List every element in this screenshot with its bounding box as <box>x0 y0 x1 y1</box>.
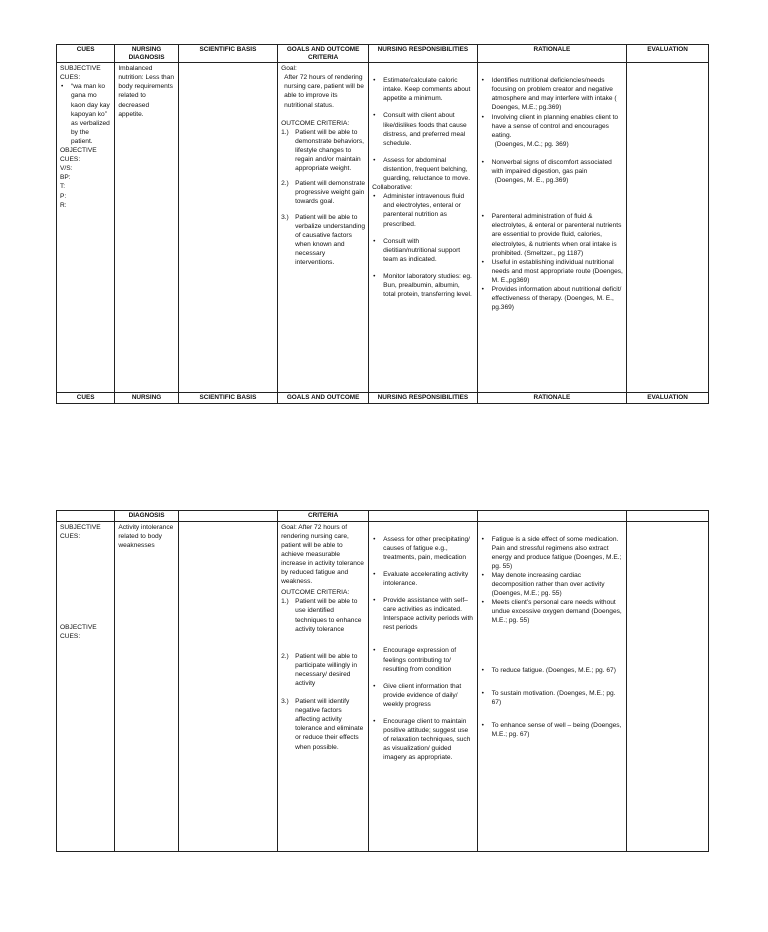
diagnosis-cell <box>115 63 178 393</box>
footer-nursing: NURSING <box>115 393 178 404</box>
rationale-item: • May denote increasing cardiac decomposition rather than over activity (Doenges, M.E.; pg. 55) <box>492 571 623 598</box>
header-row <box>57 45 709 63</box>
cues-cell <box>57 521 115 851</box>
rationale-item: • To enhance sense of well – being (Doenges, M.E.; pg. 67) <box>492 721 623 739</box>
rationale-item: • Useful in establishing individual nutritional needs and most appropriate route (Doenges, M. E.,pg369) <box>492 258 623 285</box>
rationale-list <box>481 158 623 176</box>
rationale-item: • To sustain motivation. (Doenges, M.E.; pg. 67) <box>492 689 623 707</box>
footer-evaluation: EVALUATION <box>627 393 709 404</box>
collaborative-item: • Administer intravenous fluid and electrolytes, enteral or parenteral nutrition as prescribed. <box>383 192 473 228</box>
nursing-diagnosis-text: Activity intolerance related to body weaknesses <box>118 523 174 549</box>
outcome-item: 2.) Patient will demonstrate progressive weight gain towards goal. <box>281 180 366 206</box>
rationale-reference: (Doenges, M. E., pg.369) <box>494 177 569 185</box>
rationale-item: • Fatigue is a side effect of some medication. Pain and stressful regimens also extract energy and produce fatigue (Doenges, M.E.; pg. 55) <box>492 535 623 571</box>
rationale-reference: (Doenges, M.C.; pg. 369) <box>494 140 569 148</box>
footer-header-row <box>57 393 709 404</box>
rationale-item: • Identifies nutritional deficiencies/needs focusing on problem creator and negative atmosphere and may interfere with intake ( Doenges, M.E.; pg.369) <box>492 76 623 112</box>
scientific-basis-cell <box>178 521 277 851</box>
outcome-item: 2.) Patient will be able to participate willingly in necessary/ desired activity <box>281 652 358 687</box>
rationale-list <box>481 535 623 626</box>
rationale-item: • To reduce fatigue. (Doenges, M.E.; pg. 67) <box>492 666 623 675</box>
outcome-list <box>281 597 365 751</box>
header-nursing-responsibilities: NURSING RESPONSIBILITIES <box>369 45 477 63</box>
responsibilities-cell <box>369 521 477 851</box>
rationale-item: • Involving client in planning enables client to have a sense of control and encourages eating. <box>492 113 623 140</box>
header-nursing-diagnosis: NURSING DIAGNOSIS <box>115 45 178 63</box>
body-row <box>57 63 709 393</box>
vital-pulse-label: P: <box>60 192 67 200</box>
vital-bp-label: BP: <box>60 174 71 182</box>
outcome-item: 3.) Patient will be able to verbalize understanding of causative factors when known and necessary interventions. <box>281 213 366 266</box>
continued-diagnosis: DIAGNOSIS <box>115 511 178 522</box>
outcome-heading: OUTCOME CRITERIA: <box>281 589 350 597</box>
footer-goals-outcome: GOALS AND OUTCOME <box>278 393 369 404</box>
outcome-heading: OUTCOME CRITERIA: <box>281 119 350 127</box>
goals-cell <box>278 63 369 393</box>
care-plan-table-activity <box>56 510 709 852</box>
goal-text: After 72 hours of rendering nursing care, patient will be able to improve its nutritional status. <box>284 74 364 109</box>
continued-responsibilities <box>369 511 477 522</box>
collaborative-list <box>372 192 473 299</box>
scientific-basis-cell <box>178 63 277 393</box>
responsibility-list <box>372 76 473 183</box>
outcome-item: 1.) Patient will be able to use identified techniques to enhance activity tolerance <box>281 598 362 633</box>
continued-evaluation <box>627 511 709 522</box>
responsibility-item: • Assess for other precipitating/ causes of fatigue e.g., treatments, pain, medication <box>383 535 473 562</box>
rationale-list <box>481 212 623 312</box>
continued-rationale <box>477 511 626 522</box>
body-row <box>57 521 709 851</box>
header-evaluation: EVALUATION <box>627 45 709 63</box>
evaluation-cell <box>627 63 709 393</box>
subjective-heading: SUBJECTIVE CUES: <box>60 65 101 82</box>
nursing-diagnosis-text: Imbalanced nutrition: Less than body requirements related to decreased appetite. <box>118 65 175 118</box>
continued-header-row <box>57 511 709 522</box>
rationale-item: • Parenteral administration of fluid & electrolytes, & enteral or parenteral nutrients are essential to provide fluid, calories, electrolytes, & nutrients when oral intake is prohibited. (Smeltzer., pg 1187) <box>492 212 623 257</box>
header-scientific-basis: SCIENTIFIC BASIS <box>178 45 277 63</box>
subjective-cue: • “wa man ko gana mo kaon day kay kapoyan ko” as verbalized by the patient. <box>71 82 111 146</box>
rationale-item: • Nonverbal signs of discomfort associated with impaired digestion, gas pain <box>492 158 623 176</box>
responsibilities-cell <box>369 63 477 393</box>
continued-basis <box>178 511 277 522</box>
rationale-cell <box>477 521 626 851</box>
diagnosis-cell <box>115 521 178 851</box>
care-plan-table-nutrition <box>56 44 709 404</box>
rationale-item: • Meets client’s personal care needs without undue excessive oxygen demand (Doenges, M.E.; pg. 55) <box>492 598 623 625</box>
responsibility-item: • Give client information that provide evidence of daily/ weekly progress <box>383 682 473 709</box>
collaborative-heading: Collaborative: <box>372 184 413 192</box>
header-goals-outcome: GOALS AND OUTCOME CRITERIA <box>278 45 369 63</box>
goal-heading: Goal: <box>281 65 297 73</box>
footer-cues: CUES <box>57 393 115 404</box>
footer-scientific-basis: SCIENTIFIC BASIS <box>178 393 277 404</box>
responsibility-item: • Estimate/calculate caloric intake. Keep comments about appetite a minimum. <box>383 76 473 103</box>
vital-temp-label: T: <box>60 183 66 191</box>
vital-resp-label: R: <box>60 201 67 209</box>
continued-cues <box>57 511 115 522</box>
responsibility-item: • Evaluate accelerating activity intolerance. <box>383 570 473 588</box>
goals-cell <box>278 521 369 851</box>
subjective-heading: SUBJECTIVE CUES: <box>60 523 101 540</box>
collaborative-item: • Consult with dietitian/nutritional support team as indicated. <box>383 237 473 264</box>
rationale-list <box>481 666 623 739</box>
footer-rationale: RATIONALE <box>477 393 626 404</box>
responsibility-item: • Encourage expression of feelings contributing to/ resulting from condition <box>383 646 473 673</box>
outcome-item: 1.) Patient will be able to demonstrate behaviors, lifestyle changes to regain and/or maintain appropriate weight. <box>281 128 364 173</box>
evaluation-cell <box>627 521 709 851</box>
collaborative-item: • Monitor laboratory studies: eg. Bun, prealbumin, albumin, total protein, transferring level. <box>383 272 473 299</box>
header-cues: CUES <box>57 45 115 63</box>
footer-nursing-responsibilities: NURSING RESPONSIBILITIES <box>369 393 477 404</box>
cues-cell <box>57 63 115 393</box>
outcome-item: 3.) Patient will identify negative factors affecting activity tolerance and eliminate or reduce their effects when possible. <box>281 698 364 751</box>
header-rationale: RATIONALE <box>477 45 626 63</box>
rationale-list <box>481 76 623 140</box>
responsibility-item: • Consult with client about like/dislikes foods that cause distress, and preferred meal schedule. <box>383 111 473 147</box>
outcome-list <box>281 128 365 267</box>
responsibility-item: • Provide assistance with self–care activities as indicated. Interspace activity periods with rest periods <box>383 596 473 632</box>
rationale-item: • Provides information about nutritional deficit/ effectiveness of therapy. (Doenges, M. E., pg.369) <box>492 285 623 312</box>
responsibility-item: • Encourage client to maintain positive attitude; suggest use of relaxation techniques, such as visualization/ guided imagery as appropriate. <box>383 717 473 762</box>
vital-signs-label: V/S: <box>60 165 73 173</box>
subjective-list <box>60 82 111 146</box>
responsibility-item: • Assess for abdominal distention, frequent belching, guarding, reluctance to move. <box>383 156 473 183</box>
goal-text: Goal: After 72 hours of rendering nursing care, patient will be able to achieve measurable increase in activity tolerance by reduced fatigue and weakness. <box>281 523 364 586</box>
objective-heading: OBJECTIVE CUES: <box>60 623 97 640</box>
continued-criteria: CRITERIA <box>278 511 369 522</box>
rationale-cell <box>477 63 626 393</box>
objective-heading: OBJECTIVE CUES: <box>60 147 97 164</box>
responsibility-list <box>372 535 473 763</box>
